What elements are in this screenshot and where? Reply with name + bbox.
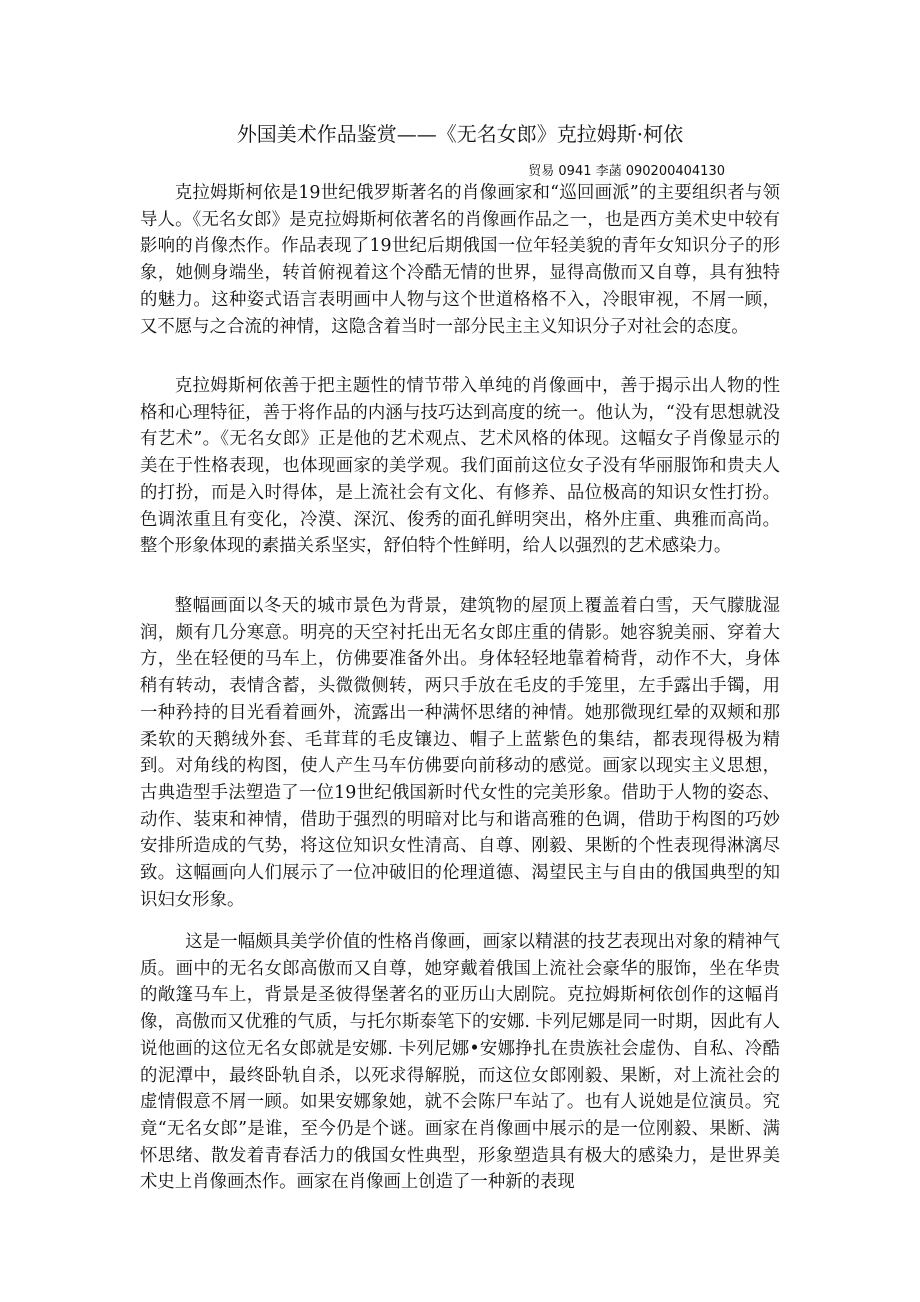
paragraph-2: 克拉姆斯柯依善于把主题性的情节带入单纯的肖像画中，善于揭示出人物的性格和心理特征，善于将作品的内涵与技巧达到高度的统一。他认为，“没有思想就没有艺术”。《无名女郎》正是他的艺术观点、艺术风格的体现。这幅女子肖像显示的美在于性格表现，也体现画家的美学观。我们面前这位女子没有华丽服饰和贵夫人的打扮，而是入时得体，是上流社会有文化、有修养、品位极高的知识女性打扮。色调浓重且有变化，冷漠、深沉、俊秀的面孔鲜明突出，格外庄重、典雅而高尚。整个形象体现的素描关系坚实，舒伯特个性鲜明，给人以强烈的艺术感染力。 <box>140 376 780 557</box>
paragraph-4: 这是一幅颇具美学价值的性格肖像画，画家以精湛的技艺表现出对象的精神气质。画中的无名女郎高傲而又自尊，她穿戴着俄国上流社会豪华的服饰，坐在华贵的敞篷马车上，背景是圣彼得堡著名的亚历山大剧院。克拉姆斯柯依创作的这幅肖像，高傲而又优雅的气质，与托尔斯泰笔下的安娜. 卡列尼娜是同一时期，因此有人说他画的这位无名女郎就是安娜. 卡列尼娜•安娜挣扎在贵族社会虚伪、自私、冷酷的泥潭中，最终卧轨自杀，以死求得解脱，而这位女郎刚毅、果断，对上流社会的虚情假意不屑一顾。如果安娜象她，就不会陈尸车站了。也有人说她是位演员。究竟“无名女郎”是谁，至今仍是个谜。画家在肖像画中展示的是一位刚毅、果断、满怀思绪、散发着青春活力的俄国女性典型，形象塑造具有极大的感染力，是世界美术史上肖像画杰作。画家在肖像画上创造了一种新的表现 <box>140 932 780 1193</box>
author-byline: 贸易 0941 李菡 090200404130 <box>528 164 725 179</box>
paragraph-1: 克拉姆斯柯依是19世纪俄罗斯著名的肖像画家和“巡回画派”的主要组织者与领导人。《无名女郎》是克拉姆斯柯依著名的肖像画作品之一，也是西方美术史中较有影响的肖像杰作。作品表现了19世纪后期俄国一位年轻美貌的青年女知识分子的形象，她侧身端坐，转首俯视着这个冷酷无情的世界，显得高傲而又自尊，具有独特的魅力。这种姿式语言表明画中人物与这个世道格格不入，冷眼审视，不屑一顾，又不愿与之合流的神情，这隐含着当时一部分民主主义知识分子对社会的态度。 <box>140 183 780 337</box>
paragraph-3: 整幅画面以冬天的城市景色为背景，建筑物的屋顶上覆盖着白雪，天气朦胧湿润，颇有几分寒意。明亮的天空衬托出无名女郎庄重的倩影。她容貌美丽、穿着大方，坐在轻便的马车上，仿佛要准备外出。身体轻轻地靠着椅背，动作不大，身体稍有转动，表情含蓄，头微微侧转，两只手放在毛皮的手笼里，左手露出手镯，用一种矜持的目光看着画外，流露出一种满怀思绪的神情。她那微现红晕的双颊和那柔软的天鹅绒外套、毛茸茸的毛皮镶边、帽子上蓝紫色的集结，都表现得极为精到。对角线的构图，使人产生马车仿佛要向前移动的感觉。画家以现实主义思想，古典造型手法塑造了一位19世纪俄国新时代女性的完美形象。借助于人物的姿态、动作、装束和神情，借助于强烈的明暗对比与和谐高雅的色调，借助于构图的巧妙安排所造成的气势，将这位知识女性清高、自尊、刚毅、果断的个性表现得淋漓尽致。这幅画向人们展示了一位冲破旧的伦理道德、渴望民主与自由的俄国典型的知识妇女形象。 <box>140 596 780 910</box>
document-title: 外国美术作品鉴赏——《无名女郎》克拉姆斯·柯依 <box>236 122 684 146</box>
